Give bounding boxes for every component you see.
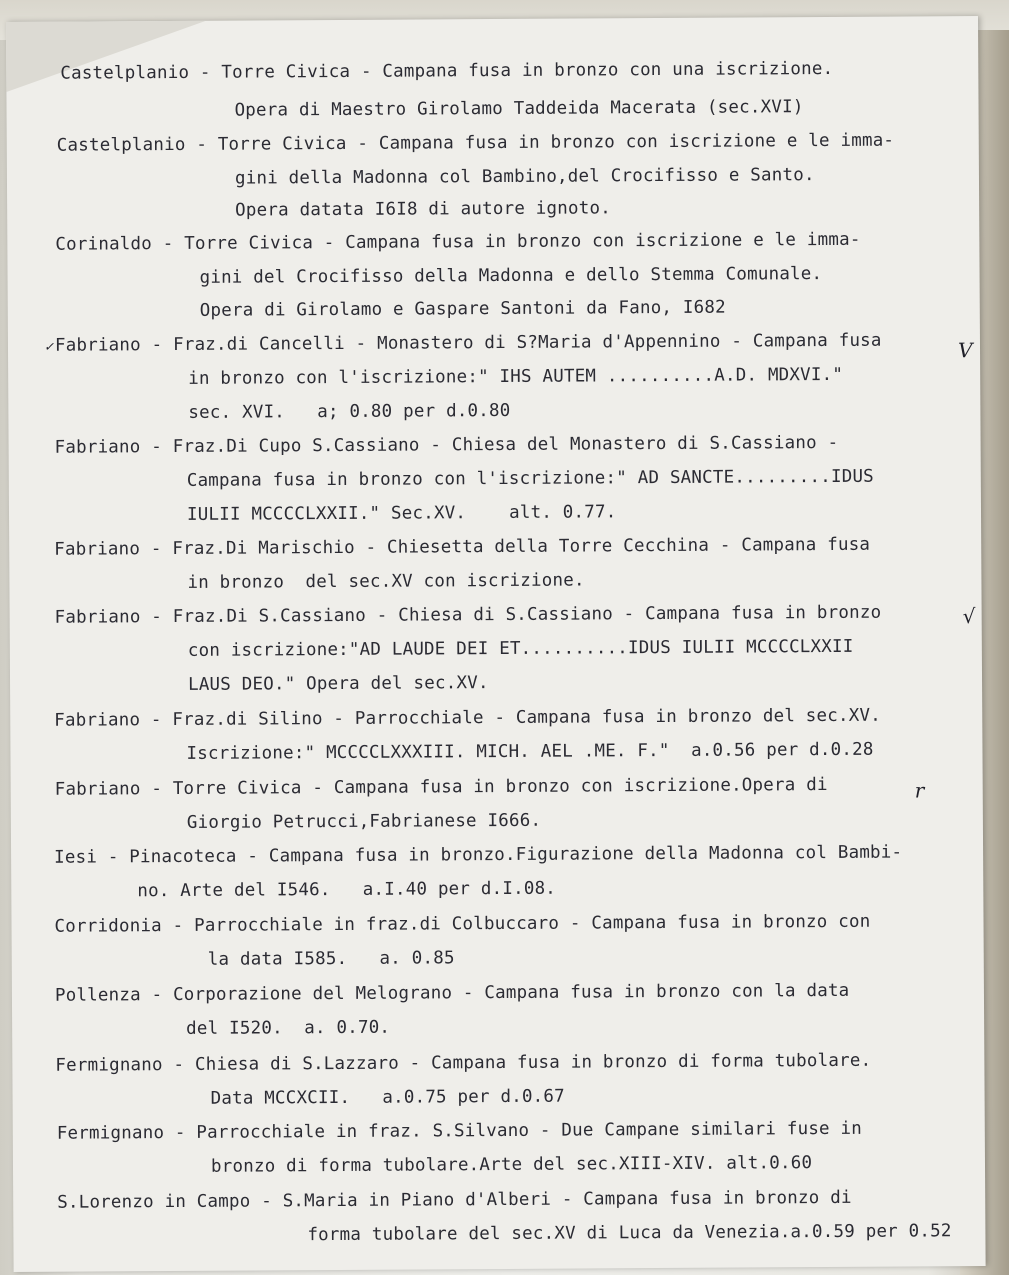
- entry-line: Fabriano - Fraz.Di Cupo S.Cassiano - Chiesa del Monastero di S.Cassiano -: [54, 432, 839, 458]
- entry-line: Iesi - Pinacoteca - Campana fusa in bronzo.Figurazione della Madonna col Bambi-: [54, 842, 903, 868]
- entry-line: Fabriano - Fraz.Di S.Cassiano - Chiesa di S.Cassiano - Campana fusa in bronzo: [54, 602, 882, 628]
- entry-line: IULII MCCCCLXXII." Sec.XV. alt. 0.77.: [186, 502, 617, 525]
- entry-line: Castelplanio - Torre Civica - Campana fusa in bronzo con iscrizione e le imma-: [56, 130, 895, 156]
- handwritten-tick-icon: ✓: [43, 339, 55, 354]
- entry-line: la data I585. a. 0.85: [207, 948, 455, 970]
- entry-line: gini del Crocifisso della Madonna e dello Stemma Comunale.: [199, 264, 823, 288]
- handwritten-check-mark: √: [962, 604, 976, 629]
- entry-line: in bronzo del sec.XV con iscrizione.: [187, 570, 585, 593]
- entry-line: S.Lorenzo in Campo - S.Maria in Piano d'Alberi - Campana fusa in bronzo di: [57, 1187, 852, 1213]
- entry-line: Fabriano - Torre Civica - Campana fusa in bronzo con iscrizione.Opera di: [54, 774, 828, 800]
- entry-line: Data MCCXCII. a.0.75 per d.0.67: [210, 1086, 565, 1109]
- entry-line: Opera di Maestro Girolamo Taddeida Macerata (sec.XVI): [234, 97, 804, 121]
- entry-line: Opera datata I6I8 di autore ignoto.: [235, 198, 611, 221]
- entry-line: del I520. a. 0.70.: [186, 1017, 391, 1039]
- entry-line: Campana fusa in bronzo con l'iscrizione:" AD SANCTE.........IDUS: [186, 466, 874, 491]
- entry-line: Fermignano - Chiesa di S.Lazzaro - Campana fusa in bronzo di forma tubolare.: [55, 1050, 872, 1076]
- handwritten-check-mark: r: [914, 778, 925, 803]
- typed-page: [6, 16, 986, 1272]
- entry-line: Fabriano - Fraz.di Silino - Parrocchiale - Campana fusa in bronzo del sec.XV.: [54, 705, 881, 731]
- entry-line: no. Arte del I546. a.I.40 per d.I.08.: [137, 878, 557, 902]
- entry-line: Corridonia - Parrocchiale in fraz.di Colbuccaro - Campana fusa in bronzo con: [54, 911, 871, 937]
- entry-line: Castelplanio - Torre Civica - Campana fusa in bronzo con una iscrizione.: [60, 58, 834, 84]
- entry-line: Pollenza - Corporazione del Melograno - Campana fusa in bronzo con la data: [54, 980, 850, 1006]
- entry-line: Iscrizione:" MCCCCLXXXIII. MICH. AEL .ME. F." a.0.56 per d.0.28: [186, 739, 874, 764]
- entry-line: bronzo di forma tubolare.Arte del sec.XIII-XIV. alt.0.60: [210, 1153, 813, 1177]
- entry-line: Giorgio Petrucci,Fabrianese I666.: [186, 810, 542, 833]
- entry-line: Corinaldo - Torre Civica - Campana fusa in bronzo con iscrizione e le imma-: [55, 229, 861, 255]
- handwritten-check-mark: V: [957, 338, 973, 363]
- entry-line: Opera di Girolamo e Gaspare Santoni da Fano, I682: [199, 297, 726, 321]
- entry-line: Fermignano - Parrocchiale in fraz. S.Silvano - Due Campane similari fuse in: [56, 1118, 863, 1144]
- entry-line: gini della Madonna col Bambino,del Crocifisso e Santo.: [234, 165, 815, 189]
- entry-line: Fabriano - Fraz.Di Marischio - Chiesetta della Torre Cecchina - Campana fusa: [54, 534, 871, 560]
- entry-line: forma tubolare del sec.XV di Luca da Venezia.a.0.59 per 0.52: [307, 1221, 952, 1246]
- entry-line: Fabriano - Fraz.di Cancelli - Monastero di S?Maria d'Appennino - Campana fusa: [54, 330, 882, 356]
- entry-line: con iscrizione:"AD LAUDE DEI ET..........IDUS IULII MCCCCLXXII: [187, 636, 854, 661]
- entry-line: LAUS DEO." Opera del sec.XV.: [187, 673, 489, 695]
- entry-line: sec. XVI. a; 0.80 per d.0.80: [188, 400, 511, 423]
- entry-line: in bronzo con l'iscrizione:" IHS AUTEM ..........A.D. MDXVI.": [188, 364, 844, 389]
